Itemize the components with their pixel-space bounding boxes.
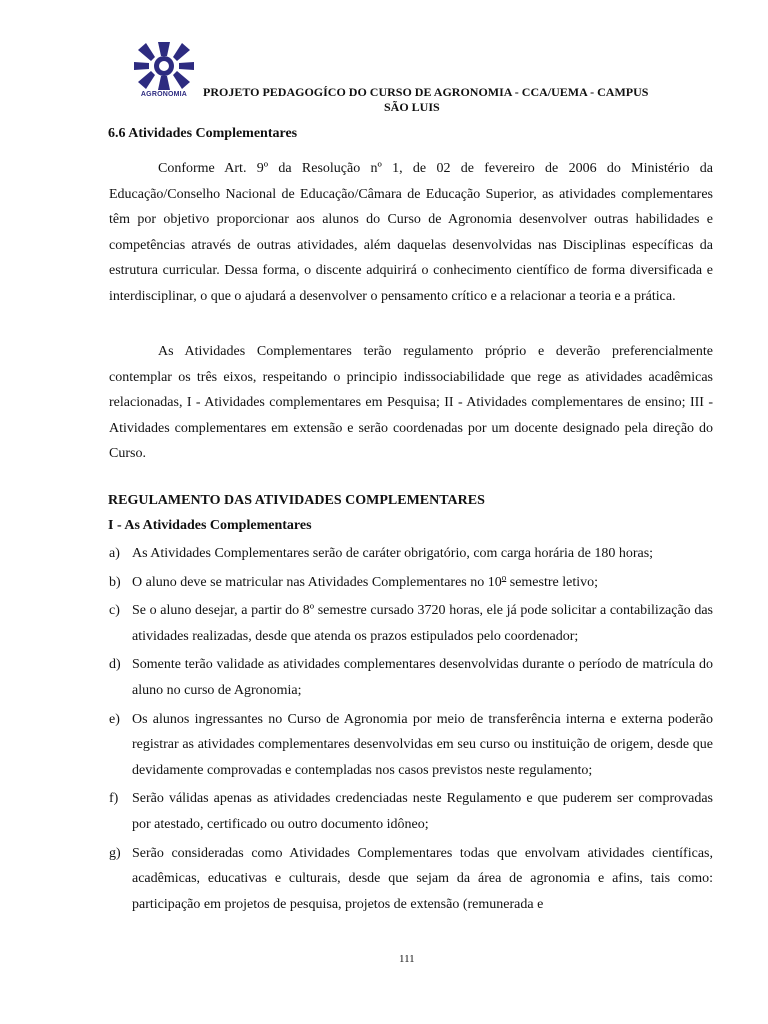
- logo-caption: AGRONOMIA: [140, 91, 188, 98]
- list-item: [109, 841, 713, 918]
- list-item-text: semestre letivo;: [506, 574, 599, 590]
- list-item-text: Se o aluno desejar, a partir do 8º semestre cursado 3720 horas, ele já pode solicitar a contabilização das atividades realizadas, desde que atenda os prazos estipulados pelo coordenador;: [132, 603, 713, 644]
- list-item: [109, 652, 713, 703]
- list-item: [109, 707, 713, 784]
- ordinal-superscript: o: [501, 571, 507, 582]
- list-item-text: O aluno deve se matricular nas Atividades Complementares no 10: [132, 574, 502, 590]
- regulation-subtitle: I - As Atividades Complementares: [108, 518, 312, 533]
- section-title: 6.6 Atividades Complementares: [108, 126, 298, 141]
- list-marker: e): [109, 711, 120, 727]
- header-subtitle: SÃO LUIS: [384, 100, 440, 114]
- list-item-text: As Atividades Complementares serão de caráter obrigatório, com carga horária de 180 horas;: [132, 546, 654, 561]
- list-marker: f): [109, 791, 119, 807]
- paragraph-2: As Atividades Complementares terão regulamento próprio e deverão preferencialmente contemplar os três eixos, respeitando o principio indissociabilidade que rege as atividades acadêmicas relacionadas, I - Atividades complementares em Pesquisa; II - Atividades complementares de ensino; III - Atividades complementares em extensão e serão coordenadas por um docente designado pela direção do Curso.: [109, 344, 713, 462]
- list-marker: g): [109, 845, 121, 861]
- regulation-title: REGULAMENTO DAS ATIVIDADES COMPLEMENTARES: [108, 493, 485, 508]
- list-item: [109, 570, 713, 596]
- list-item: [109, 541, 713, 567]
- list-item-text: Serão consideradas como Atividades Complementares todas que envolvam atividades científicas, acadêmicas, educativas e culturais, desde que sejam da área de agronomia e afins, tais como: participação em projetos de pesquisa, projetos de extensão (remunerada e: [132, 845, 713, 912]
- page-number: 111: [399, 953, 415, 965]
- list-item: [109, 598, 713, 649]
- regulation-list: [109, 541, 713, 920]
- list-marker: b): [109, 574, 121, 590]
- list-marker: d): [109, 657, 121, 673]
- header-title: PROJETO PEDAGOGÍCO DO CURSO DE AGRONOMIA - CCA/UEMA - CAMPUS: [203, 85, 649, 99]
- list-item-text: Os alunos ingressantes no Curso de Agronomia por meio de transferência interna e externa poderão registrar as atividades complementares desenvolvidas em seu curso ou instituição de origem, desde que devidamente comprovadas e contempladas nos casos previstos neste regulamento;: [132, 711, 713, 778]
- list-item-text: Serão válidas apenas as atividades credenciadas neste Regulamento e que puderem ser comprovadas por atestado, certificado ou outro documento idôneo;: [132, 791, 713, 832]
- list-marker: c): [109, 603, 120, 619]
- list-item: [109, 786, 713, 837]
- list-item-text: Somente terão validade as atividades complementares desenvolvidas durante o período de matrícula do aluno no curso de Agronomia;: [132, 657, 713, 698]
- list-marker: a): [109, 546, 120, 561]
- paragraph-1: Conforme Art. 9º da Resolução nº 1, de 02 de fevereiro de 2006 do Ministério da Educação/Conselho Nacional de Educação/Câmara de Educação Superior, as atividades complementares têm por objetivo proporcionar aos alunos do Curso de Agronomia desenvolver outras habilidades e competências através de outras atividades, além daquelas desenvolvidas nas Disciplinas específicas da estrutura curricular. Dessa forma, o discente adquirirá o conhecimento científico de forma diversificada e interdisciplinar, o que o ajudará a desenvolver o pensamento crítico e a relacionar a teoria e a prática.: [109, 161, 713, 304]
